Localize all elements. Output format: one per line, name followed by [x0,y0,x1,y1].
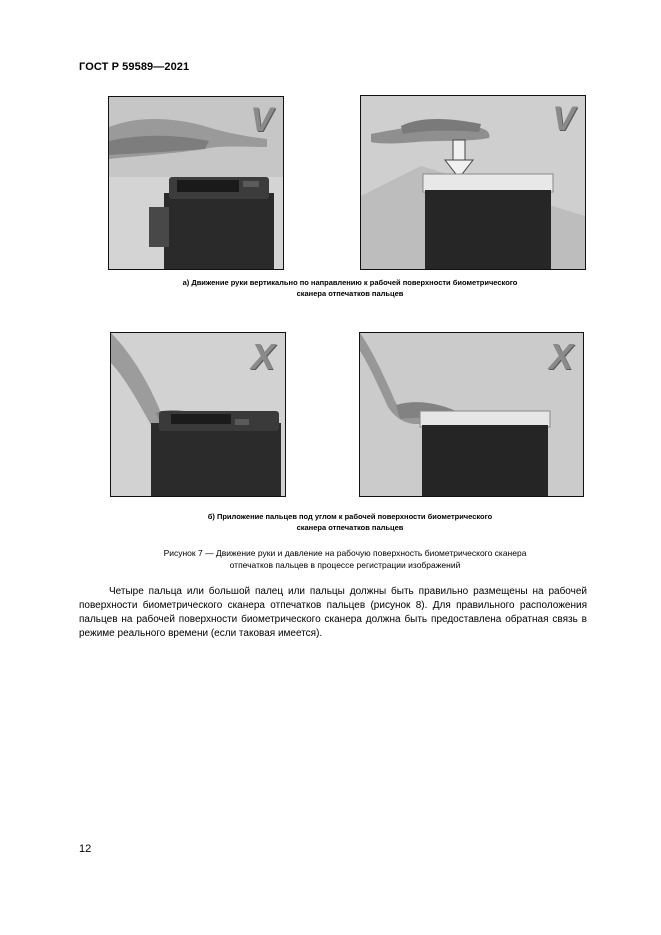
caption-a-line-1: а) Движение руки вертикально по направлению к рабочей поверхности биометрического [182,278,518,287]
caption-b-line-1: б) Приложение пальцев под углом к рабочей поверхности биометрического [207,512,493,521]
figure-b-right-photo [359,332,584,497]
page-number: 12 [79,843,92,855]
caption-a-line-2: сканера отпечатков пальцев [296,289,404,298]
figure-b-left-photo [110,332,286,497]
correct-v-mark: V [250,101,273,139]
correct-v-mark: V [552,100,575,138]
body-paragraph: Четыре пальца или большой палец или пальцы должны быть правильно размещены на рабочей поверхности биометрического сканера отпечатков пальцев (рисунок 8). Для правильного расположения пальцев на рабочей поверхности биометрического сканера должна быть предоставлена обратная связь в режиме реального времени (если таковая имеется). [79,586,587,639]
incorrect-x-mark: X [250,336,275,377]
body-paragraph-block [79,585,587,641]
figure-a-left-photo [108,96,284,270]
caption-b-line-2: сканера отпечатков пальцев [296,523,404,532]
incorrect-x-mark: X [548,336,573,377]
figure-caption-line-1: Рисунок 7 — Движение руки и давление на рабочую поверхность биометрического сканера [163,548,527,558]
figure-caption-line-2: отпечатков пальцев в процессе регистрации изображений [229,560,461,570]
figure-a-right-photo [360,95,586,270]
document-header: ГОСТ Р 59589—2021 [79,61,190,73]
